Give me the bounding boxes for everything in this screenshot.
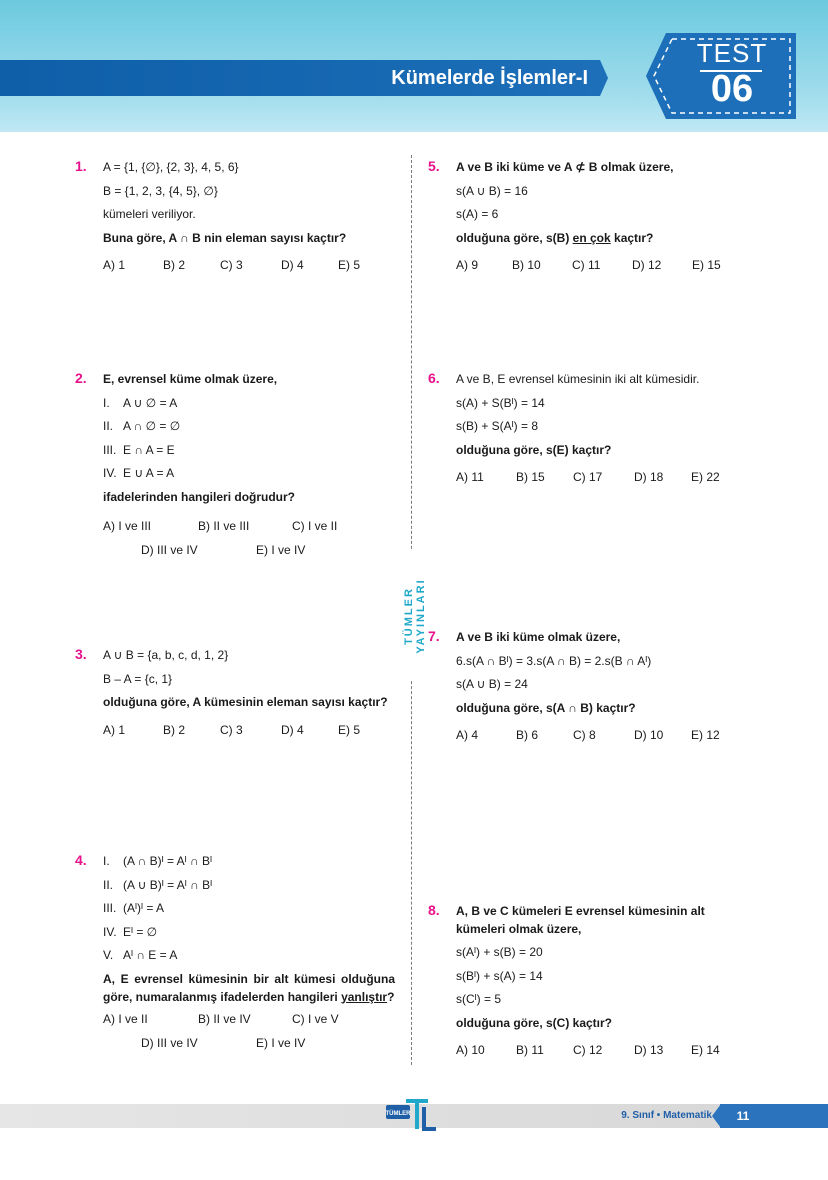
option-a[interactable]: A) 1 [103,722,126,737]
title-band-notch [600,60,608,96]
given-line: s(A) + S(Bᴵ) = 14 [456,395,545,410]
question-intro: E, evrensel küme olmak üzere, [103,372,278,386]
option-e[interactable]: E) 12 [691,728,720,742]
option-c[interactable]: C) 12 [573,1043,603,1057]
statement-4: IV. E ∪ A = A [103,466,175,480]
answer-options [103,258,398,282]
option-a[interactable]: A) I ve III [103,519,152,533]
option-c[interactable]: C) I ve V [292,1011,339,1026]
option-c[interactable]: C) 17 [573,470,603,484]
statement-2: II. (A ∪ B)ᴵ = Aᴵ ∩ Bᴵ [103,877,213,892]
option-d[interactable]: D) 4 [281,722,304,737]
question-text: olduğuna göre, s(B) en çok kaçtır? [456,230,654,245]
answer-options [103,723,398,747]
given-line: s(Cᴵ) = 5 [456,992,502,1006]
option-e[interactable]: E) I ve IV [256,1035,306,1050]
option-a[interactable]: A) 1 [103,258,126,272]
statement-3: III. E ∩ A = E [103,442,175,457]
statement-3: III. (Aᴵ)ᴵ = A [103,901,165,915]
option-c[interactable]: C) 8 [573,728,596,742]
page-title: Kümelerde İşlemler-I [391,67,588,89]
question-number: 8. [428,902,440,918]
svg-text:TÜMLER: TÜMLER [385,1111,411,1117]
given-line: s(A) = 6 [456,207,499,221]
question-intro: A ve B iki küme olmak üzere, [456,630,621,644]
question-intro: A, B ve C kümeleri E evrensel kümesinin alt kümeleri olmak üzere, [456,904,705,936]
publisher-logo-icon [384,1097,440,1133]
answer-options [456,728,751,752]
question-text: Buna göre, A ∩ B nin eleman sayısı kaçtır? [103,230,347,245]
option-a[interactable]: A) 10 [456,1043,485,1057]
option-e[interactable]: E) 5 [338,722,361,737]
option-e[interactable]: E) 22 [691,470,720,484]
answer-options [456,258,751,282]
option-c[interactable]: C) I ve II [292,519,338,533]
given-line: kümeleri veriliyor. [103,207,196,221]
test-number: 06 [710,68,754,110]
answer-options [103,1012,395,1036]
given-line: s(A ∪ B) = 16 [456,183,528,198]
answer-options-row2 [103,1036,395,1060]
option-d[interactable]: D) III ve IV [141,1035,198,1050]
given-line: B = {1, 2, 3, {4, 5}, ∅} [103,183,218,198]
question-text: olduğuna göre, A kümesinin eleman sayısı kaçtır? [103,695,388,709]
option-c[interactable]: C) 3 [220,258,243,272]
option-a[interactable]: A) 9 [456,258,479,272]
question-intro: A ve B iki küme ve A ⊄ B olmak üzere, [456,160,674,174]
question-text: olduğuna göre, s(A ∩ B) kaçtır? [456,700,636,715]
option-d[interactable]: D) 10 [634,728,664,742]
given-line: s(Aᴵ) + s(B) = 20 [456,945,543,959]
option-d[interactable]: D) 12 [632,258,662,272]
given-line: 6.s(A ∩ Bᴵ) = 3.s(A ∩ B) = 2.s(B ∩ Aᴵ) [456,653,652,668]
option-d[interactable]: D) III ve IV [141,543,198,557]
question-number: 1. [75,158,87,174]
question-number: 4. [75,852,87,868]
option-b[interactable]: B) II ve IV [198,1011,251,1026]
answer-options [456,470,751,494]
given-line: A = {1, {∅}, {2, 3}, 4, 5, 6} [103,160,239,174]
question-text: olduğuna göre, s(E) kaçtır? [456,442,612,457]
option-a[interactable]: A) 4 [456,728,479,742]
option-e[interactable]: E) 14 [691,1043,720,1057]
publisher-vertical-label: TÜMLER YAYINLARI [403,551,419,681]
given-line: B – A = {c, 1} [103,671,173,686]
answer-options [456,1043,748,1067]
statement-1: I. A ∪ ∅ = A [103,395,178,410]
question-number: 2. [75,370,87,386]
option-d[interactable]: D) 13 [634,1043,664,1057]
option-d[interactable]: D) 4 [281,258,304,272]
option-b[interactable]: B) II ve III [198,519,250,533]
statement-4: IV. Eᴵ = ∅ [103,924,158,939]
question-number: 6. [428,370,440,386]
given-line: s(A ∪ B) = 24 [456,677,528,691]
option-e[interactable]: E) 15 [692,258,721,272]
question-number: 7. [428,628,440,644]
given-line: A ∪ B = {a, b, c, d, 1, 2} [103,648,229,662]
answer-options [103,519,398,543]
option-a[interactable]: A) 11 [456,470,484,484]
footer-course-label: 9. Sınıf • Matematik [621,1110,712,1121]
option-b[interactable]: B) 11 [516,1043,544,1057]
option-b[interactable]: B) 10 [512,258,541,272]
page-number: 11 [736,1109,750,1123]
statement-1: I. (A ∩ B)ᴵ = Aᴵ ∩ Bᴵ [103,854,212,868]
option-b[interactable]: B) 2 [163,722,186,737]
statement-5: V. Aᴵ ∩ E = A [103,948,178,962]
option-a[interactable]: A) I ve II [103,1011,148,1026]
option-c[interactable]: C) 11 [572,258,601,272]
given-line: s(Bᴵ) + s(A) = 14 [456,968,543,983]
question-number: 5. [428,158,440,174]
option-c[interactable]: C) 3 [220,722,243,737]
question-intro: A ve B, E evrensel kümesinin iki alt kümesidir. [456,372,700,386]
test-label: TEST [696,38,768,68]
question-number: 3. [75,646,87,662]
given-line: s(B) + S(Aᴵ) = 8 [456,419,539,433]
option-e[interactable]: E) 5 [338,258,361,272]
option-d[interactable]: D) 18 [634,470,664,484]
option-b[interactable]: B) 2 [163,258,186,272]
question-text: ifadelerinden hangileri doğrudur? [103,489,296,504]
option-b[interactable]: B) 6 [516,728,539,742]
question-text: A, E evrensel kümesinin bir alt kümesi olduğuna göre, numaralanmış ifadelerden hangileri yanlıştır? [103,971,395,1004]
statement-2: II. A ∩ ∅ = ∅ [103,419,181,433]
option-b[interactable]: B) 15 [516,470,545,484]
option-e[interactable]: E) I ve IV [256,543,306,557]
question-text: olduğuna göre, s(C) kaçtır? [456,1015,613,1030]
answer-options-row2 [103,543,398,567]
